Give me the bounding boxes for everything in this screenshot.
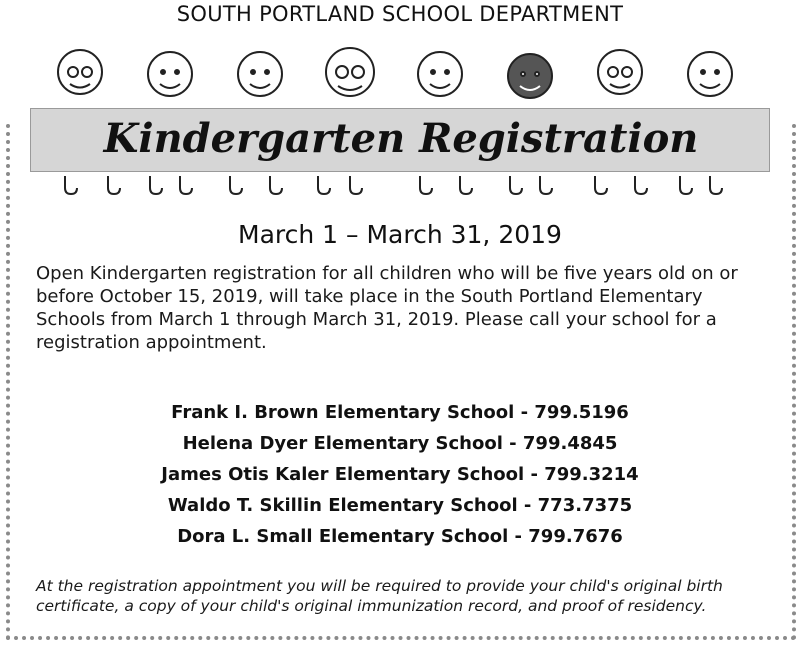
school-name: Dora L. Small Elementary School -	[177, 526, 529, 547]
school-row	[0, 459, 800, 490]
school-name: Frank I. Brown Elementary School -	[171, 402, 535, 423]
school-phone: 799.3214	[544, 464, 639, 485]
school-name: James Otis Kaler Elementary School -	[161, 464, 545, 485]
title-banner	[30, 108, 770, 172]
children-feet-illustration	[50, 172, 750, 196]
dotted-frame	[6, 124, 796, 640]
school-row	[0, 428, 800, 459]
child-figure	[688, 52, 732, 96]
department-header: SOUTH PORTLAND SCHOOL DEPARTMENT	[176, 2, 624, 26]
child-figure	[326, 48, 374, 96]
school-row	[0, 490, 800, 521]
school-row	[0, 397, 800, 428]
school-phone: 773.7375	[537, 495, 633, 516]
child-figure	[58, 50, 102, 94]
date-range: March 1 – March 31, 2019	[238, 220, 562, 249]
school-phone: 799.4845	[522, 433, 618, 454]
school-phone: 799.5196	[534, 402, 629, 423]
children-illustration	[30, 34, 770, 114]
school-phone: 799.7676	[528, 526, 623, 547]
child-figure	[148, 52, 192, 96]
school-name: Helena Dyer Elementary School -	[182, 433, 523, 454]
child-figure	[418, 52, 462, 96]
child-figure	[598, 50, 642, 94]
school-row	[0, 521, 800, 552]
intro-paragraph: Open Kindergarten registration for all children who will be five years old on or before October 15, 2019, will take place in the South Portland Elementary Schools from March 1 through March 31, 2019. Please call your school for a registration appointment.	[36, 263, 738, 353]
school-name: Waldo T. Skillin Elementary School -	[167, 495, 538, 516]
child-figure	[508, 54, 552, 98]
child-figure	[238, 52, 282, 96]
banner-title: Kindergarten Registration	[103, 115, 699, 162]
requirements-note: At the registration appointment you will be required to provide your child's original birth certificate, a copy of your child's original immunization record, and proof of residency.	[36, 577, 723, 615]
school-list	[0, 397, 800, 552]
